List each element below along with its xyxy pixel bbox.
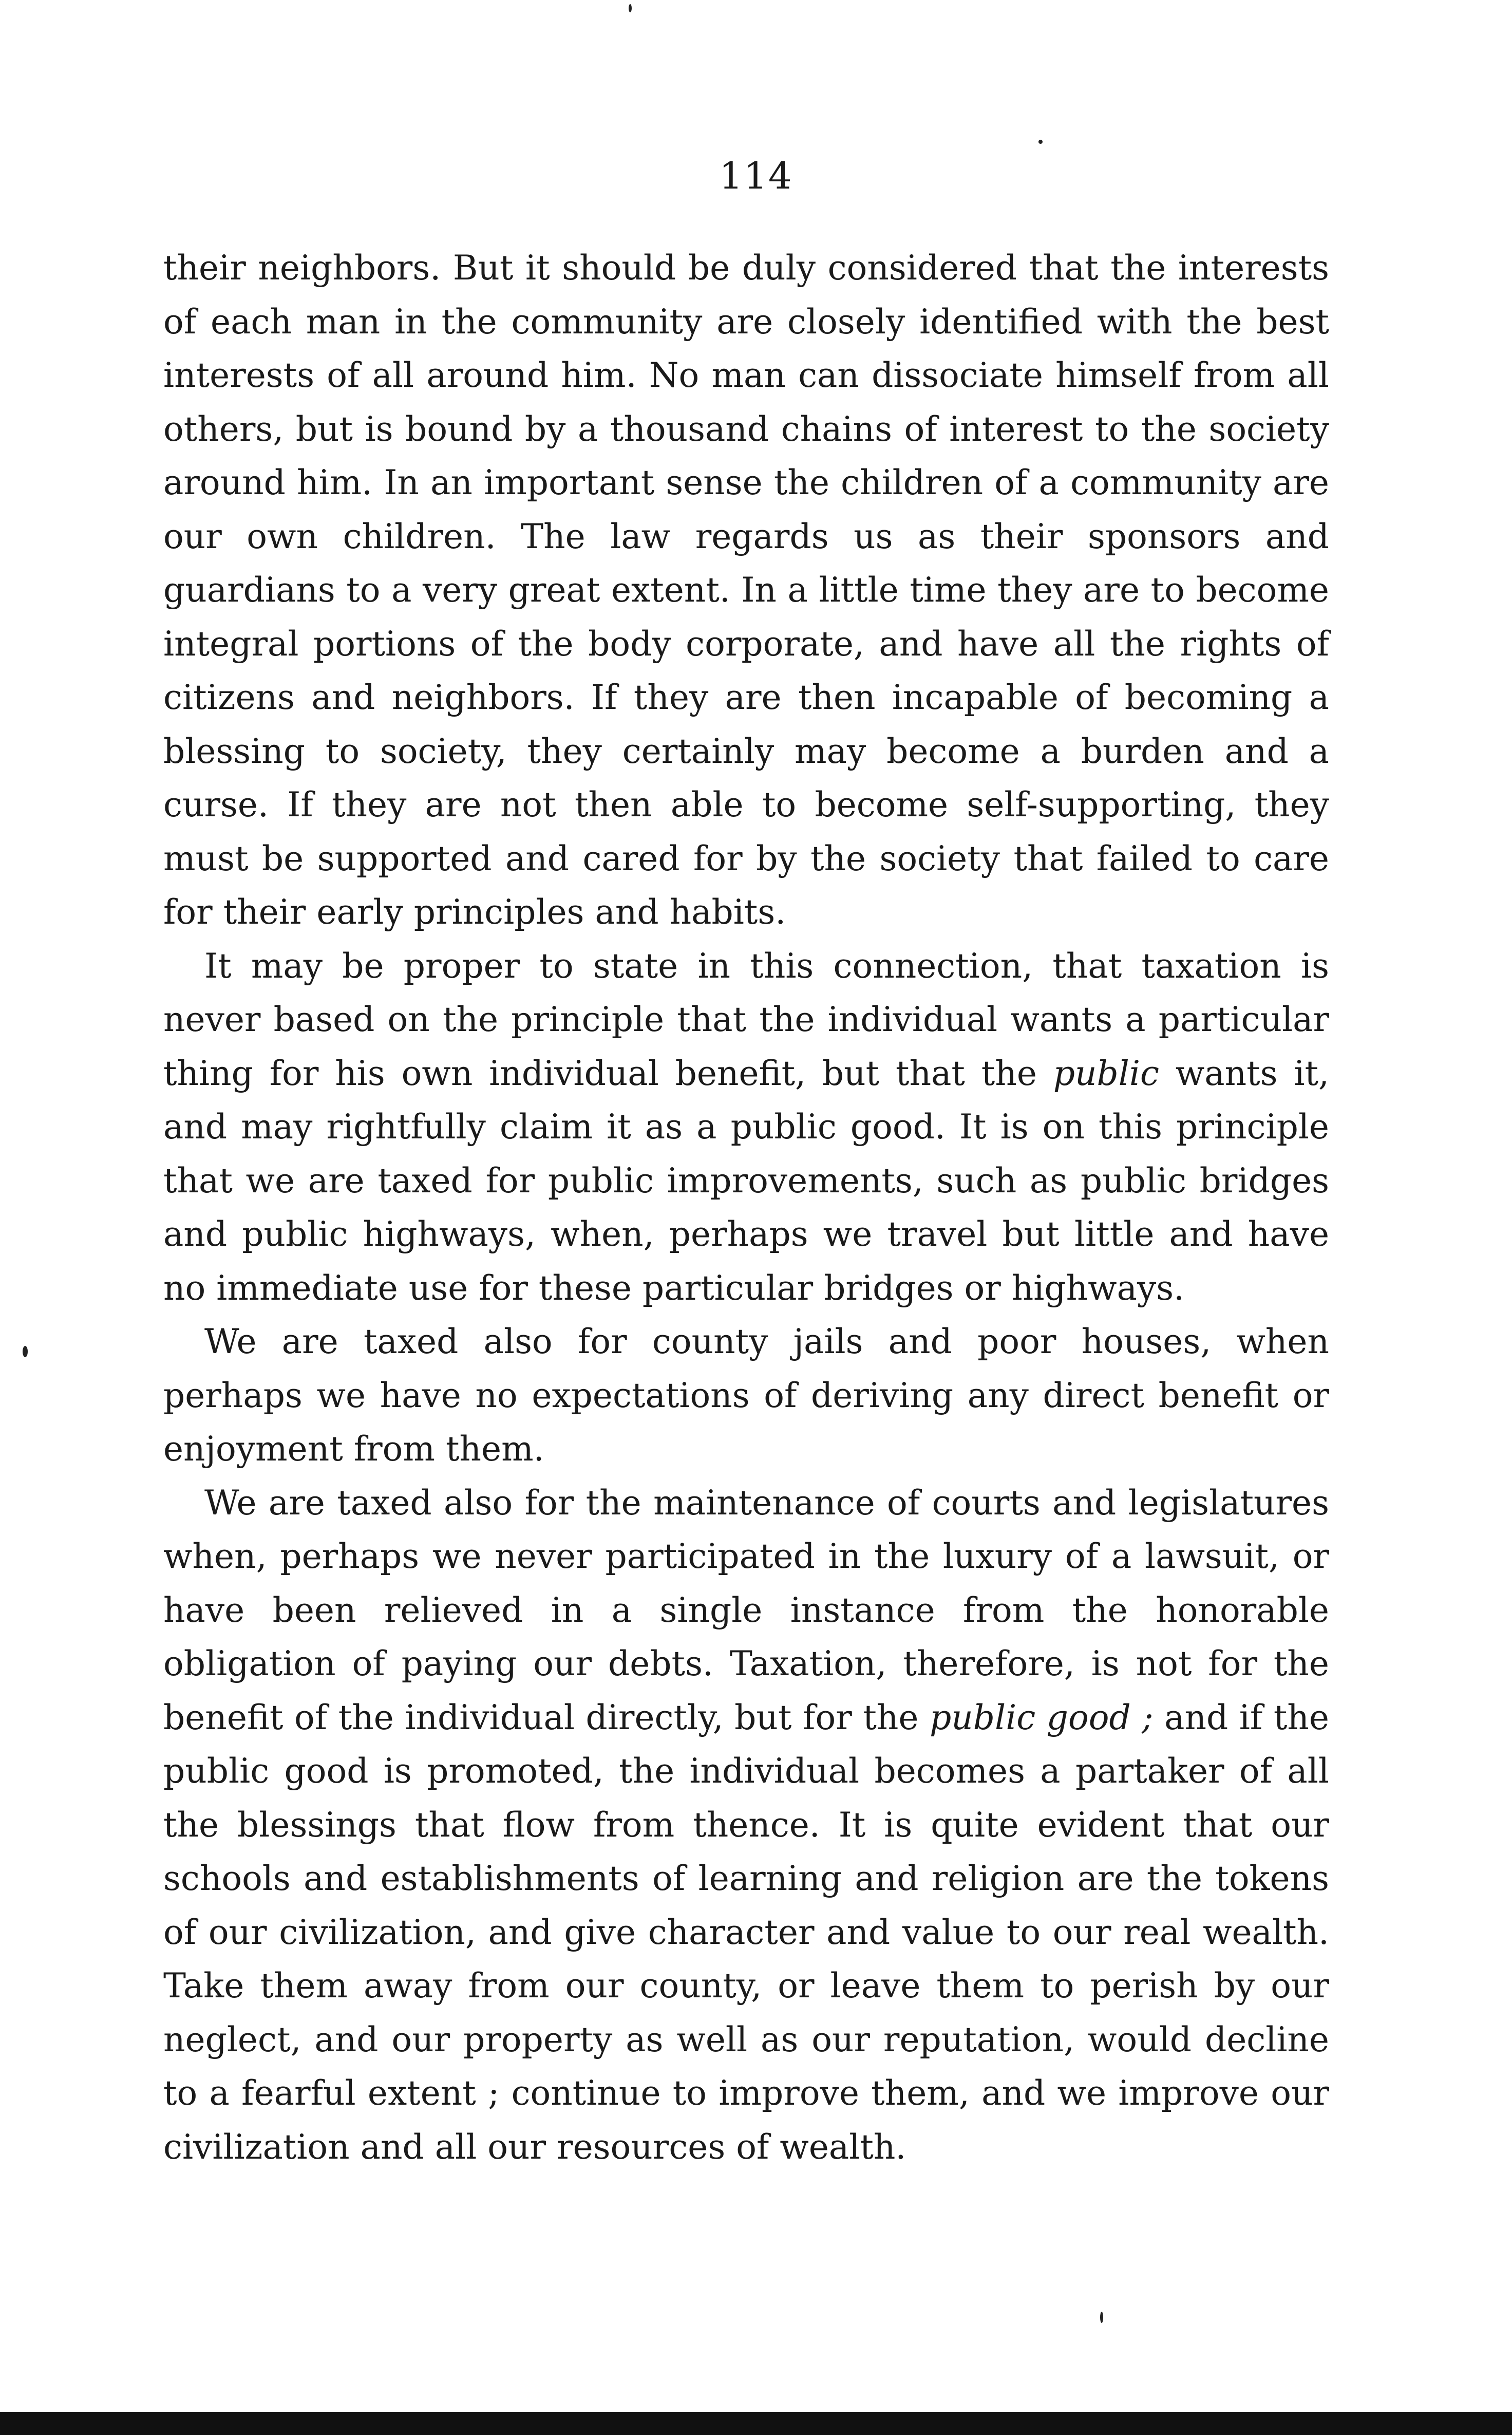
scan-speck-top-right xyxy=(1038,140,1043,144)
body-text xyxy=(163,241,1329,2174)
paragraph-3: We are taxed also for county jails and poor houses, when perhaps we have no expectations of deriving any direct benefit or enjoyment from them. xyxy=(163,1322,1329,1469)
scan-speck-top xyxy=(629,4,632,12)
paragraph-1: their neighbors. But it should be duly considered that the interests of each man in the community are closely identified with the best interests of all around him. No man can dissociate himself from all others, but is bound by a thousand chains of interest to the society around him. In an important sense the children of a community are our own children. The law regards us as their sponsors and guardians to a very great extent. In a little time they are to become integral portions of the body corporate, and have all the rights of citizens and neighbors. If they are then incapable of becoming a blessing to society, they certainly may become a burden and a curse. If they are not then able to become self-supporting, they must be supported and cared for by the society that failed to care for their early principles and habits. xyxy=(163,248,1329,932)
scan-bottom-border xyxy=(0,2412,1512,2435)
paragraph-2 xyxy=(163,940,1329,1316)
paragraph-2-emphasis: public xyxy=(1053,1053,1159,1093)
paragraph-2-text-after: wants it, and may rightfully claim it as a public good. It is on this principle that we are taxed for public improvements, such as public bridges and public highways, when, perhaps we travel but little and have no immediate use for these particular bridges or highways. xyxy=(163,1053,1329,1308)
paragraph-2-text-before: It may be proper to state in this connection, that taxation is never based on the principle that the individual wants a particular thing for his own individual benefit, but that the xyxy=(163,946,1329,1093)
paragraph-4-emphasis: public good ; xyxy=(929,1697,1154,1737)
paragraph-4-text-after: and if the public good is promoted, the individual becomes a partaker of all the blessings that flow from thence. It is quite evident that our schools and establishments of learning and religion are the tokens of our civilization, and give character and value to our real wealth. Take them away from our county, or leave them to perish by our neglect, and our property as well as our reputation, would decline to a fearful extent ; continue to improve them, and we improve our civilization and all our resources of wealth. xyxy=(163,1697,1329,2167)
page-number: 114 xyxy=(719,154,793,197)
paragraph-4-text-before: We are taxed also for the maintenance of courts and legislatures when, perhaps we never participated in the luxury of a lawsuit, or have been relieved in a single instance from the honorable obligation of paying our debts. Taxation, therefore, is not for the benefit of the individual directly, but for the xyxy=(163,1483,1329,1737)
paragraph-4 xyxy=(163,1476,1329,2175)
scan-speck-bottom xyxy=(1100,2312,1103,2323)
scan-speck-left-margin xyxy=(23,1346,28,1357)
